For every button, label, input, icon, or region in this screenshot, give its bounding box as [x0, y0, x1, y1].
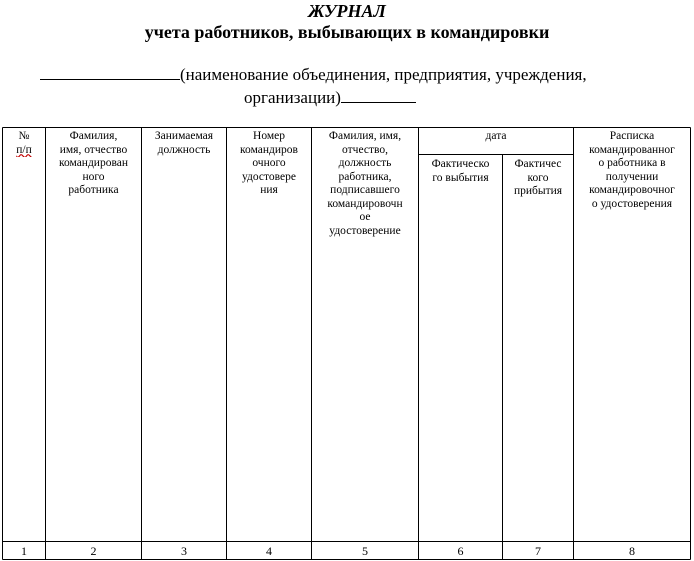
header-cell-full-name — [46, 130, 141, 198]
header-line: Фактическо — [431, 158, 490, 170]
column-number: 6 — [457, 544, 464, 558]
header-line: дата — [485, 130, 507, 142]
header-line: должность — [157, 143, 211, 156]
header-line: командированног — [589, 143, 675, 156]
header-line: работника, — [338, 170, 392, 183]
header-line: прибытия — [513, 185, 563, 197]
header-cell-departure — [419, 158, 502, 185]
header-line: го выбытия — [432, 171, 489, 184]
header-line: подписавшего — [330, 184, 400, 196]
header-line: командиров — [240, 143, 298, 156]
header-line: о удостоверения — [591, 197, 673, 210]
column-number: 8 — [629, 544, 635, 558]
column-number: 7 — [535, 544, 541, 558]
header-cell-number — [3, 130, 45, 157]
header-line: Фактичес — [514, 158, 562, 170]
header-line: ое — [359, 211, 371, 223]
header-cell-certificate-number — [227, 130, 311, 198]
header-line: работника — [68, 184, 119, 196]
header-line: о работника в — [598, 157, 666, 169]
header-line: имя, отчество — [59, 143, 128, 156]
header-line: ного — [82, 170, 105, 183]
header-cell-signer — [312, 130, 418, 238]
organization-caption-1: (наименование объединения, предприятия, учреждения, — [180, 65, 587, 84]
header-line: Фамилия, — [69, 130, 118, 142]
header-line: ния — [260, 184, 278, 196]
header-line: очного — [252, 157, 286, 169]
column-number: 4 — [266, 544, 272, 558]
header-cell-receipt — [574, 130, 690, 211]
journal-title: ЖУРНАЛ — [308, 1, 386, 21]
header-line: командирован — [58, 157, 129, 169]
journal-entry-area[interactable] — [3, 252, 690, 541]
header-line: п/п — [16, 143, 32, 156]
header-line: удостовере — [242, 170, 296, 183]
header-line: командировочн — [327, 197, 403, 210]
organization-caption-2: организации) — [244, 88, 341, 107]
header-line: кого — [527, 171, 549, 184]
header-line: № — [18, 130, 30, 142]
header-line: командировочног — [589, 184, 675, 196]
header-line: отчество, — [342, 143, 388, 156]
column-number: 1 — [21, 544, 27, 558]
header-line: удостоверение — [329, 224, 401, 237]
header-line: должность — [338, 157, 392, 169]
header-line: получении — [605, 170, 659, 183]
column-number: 2 — [90, 544, 97, 558]
header-line: Расписка — [609, 130, 655, 142]
header-cell-position — [142, 130, 226, 157]
header-line: Фамилия, имя, — [328, 130, 402, 142]
header-cell-date-group — [419, 130, 573, 144]
header-line: Номер — [253, 130, 285, 142]
header-cell-arrival — [503, 158, 573, 199]
column-number: 5 — [362, 544, 368, 558]
column-number: 3 — [181, 544, 187, 558]
header-line: Занимаемая — [154, 130, 214, 142]
journal-subtitle: учета работников, выбывающих в командировки — [144, 22, 550, 42]
